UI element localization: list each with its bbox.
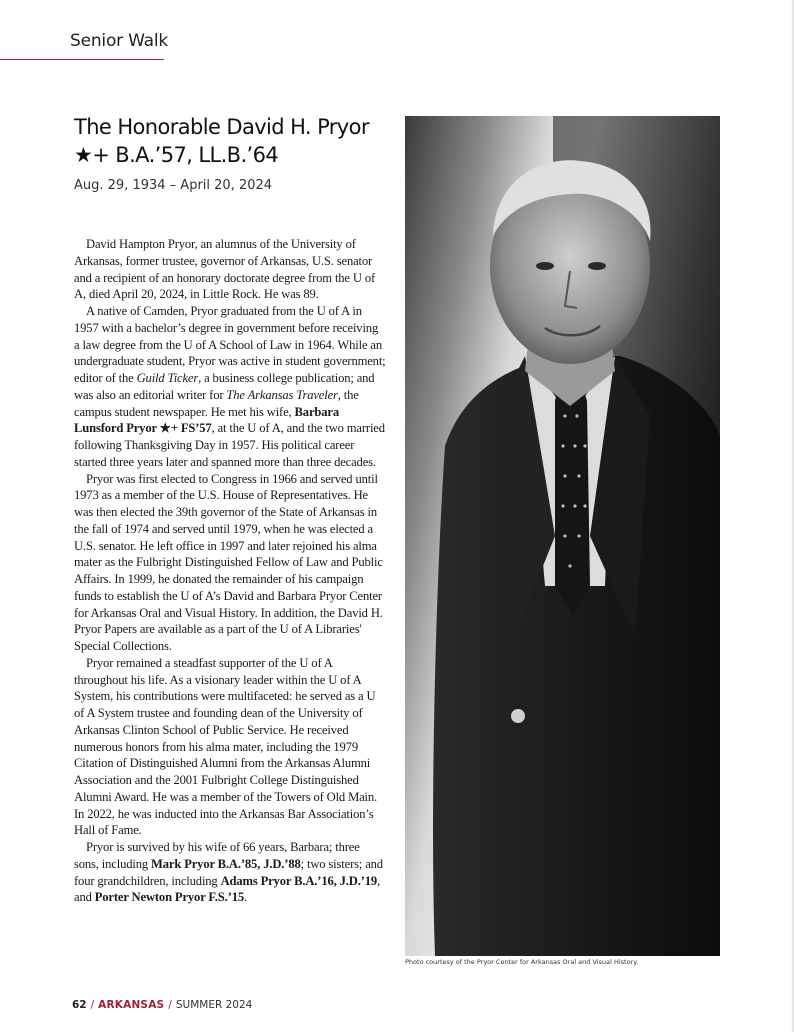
alumni-name: Porter Newton Pryor F.S.’15 [94, 890, 244, 905]
paragraph-2 [74, 303, 386, 471]
text-run: . [244, 890, 247, 905]
paragraph-3: Pryor was first elected to Congress in 1966 and served until 1973 as a member of the U.S. House of Representatives. He was then elected the 39th governor of the State of Arkansas in the fall of 1974 and served until 1979, when he was elected a U.S. senator. He left office in 1997 and later rejoined his alma mater as the Fulbright Distinguished Fellow of Law and Public Affairs. In 1999, he donated the remainder of his campaign funds to establish the U of A’s David and Barbara Pryor Center for Arkansas Oral and Visual History. In addition, the David H. Pryor Papers are available as a part of the U of A Libraries' Special Collections. [74, 471, 383, 653]
issue-label: SUMMER 2024 [175, 999, 253, 1011]
alumni-name: Barbara Lunsford Pryor ★+ FS’57 [74, 404, 339, 436]
portrait-illustration [405, 116, 720, 956]
text-run: A native of Camden, Pryor graduated from the U of A in 1957 with a bachelor’s degree in government before receiving a law degree from the U of A School of Law in 1964. While an undergraduate student, Pryor was active in student government; editor of the [74, 304, 386, 385]
footer-separator: / [168, 999, 172, 1011]
paragraph-4: Pryor remained a steadfast supporter of the U of A throughout his life. As a visionary leader within the U of A System, his contributions were multifaceted: he served as a U of A System trustee and founding dean of the University of Arkansas Clinton School of Public Service. He received numerous honors from his alma mater, including the 1979 Citation of Distinguished Alumni from the Arkansas Alumni Association and the 2001 Fulbright College Distinguished Alumni Award. He was a member of the Towers of Old Main. In 2022, he was inducted into the Arkansas Bar Association’s Hall of Fame. [74, 655, 378, 838]
paragraph-5 [74, 839, 386, 906]
title-degrees: ★+ B.A.’57, LL.B.’64 [74, 143, 279, 167]
portrait-photo [405, 116, 720, 956]
publication-title: The Arkansas Traveler [226, 387, 338, 402]
text-run: Pryor is survived by his wife of 66 years, Barbara; three sons, including [74, 840, 360, 871]
text-run: , and [74, 873, 381, 905]
magazine-name: ARKANSAS [98, 999, 165, 1011]
text-run: , at the U of A, and the two married following Thanksgiving Day in 1957. His political career started three years later and spanned more than three decades. [74, 421, 385, 469]
section-rule [0, 59, 164, 60]
publication-title: Guild Ticker [136, 371, 199, 385]
text-run: , the campus student newspaper. He met his wife, [74, 387, 359, 419]
alumni-name: Adams Pryor B.A.’16, J.D.’19 [220, 873, 378, 888]
life-dates: Aug. 29, 1934 – April 20, 2024 [74, 178, 273, 193]
footer-separator: / [90, 999, 95, 1011]
title-name: The Honorable David H. Pryor [74, 115, 369, 139]
article-title [74, 113, 394, 169]
article-body [74, 236, 386, 906]
text-run: ; two sisters; and four grandchildren, including [74, 856, 383, 888]
text-run: , a business college publication; and was also an editorial writer for [74, 371, 375, 402]
section-label: Senior Walk [70, 31, 169, 51]
page-footer [72, 999, 252, 1011]
paragraph-1: David Hampton Pryor, an alumnus of the University of Arkansas, former trustee, governor of Arkansas, U.S. senator and a recipient of an honorary doctorate degree from the U of A, died April 20, 2024, in Little Rock. He was 89. [74, 237, 376, 302]
photo-caption: Photo courtesy of the Pryor Center for Arkansas Oral and Visual History. [405, 958, 639, 966]
page-number: 62 [72, 999, 87, 1011]
alumni-name: Mark Pryor B.A.’85, J.D.’88 [151, 856, 301, 871]
